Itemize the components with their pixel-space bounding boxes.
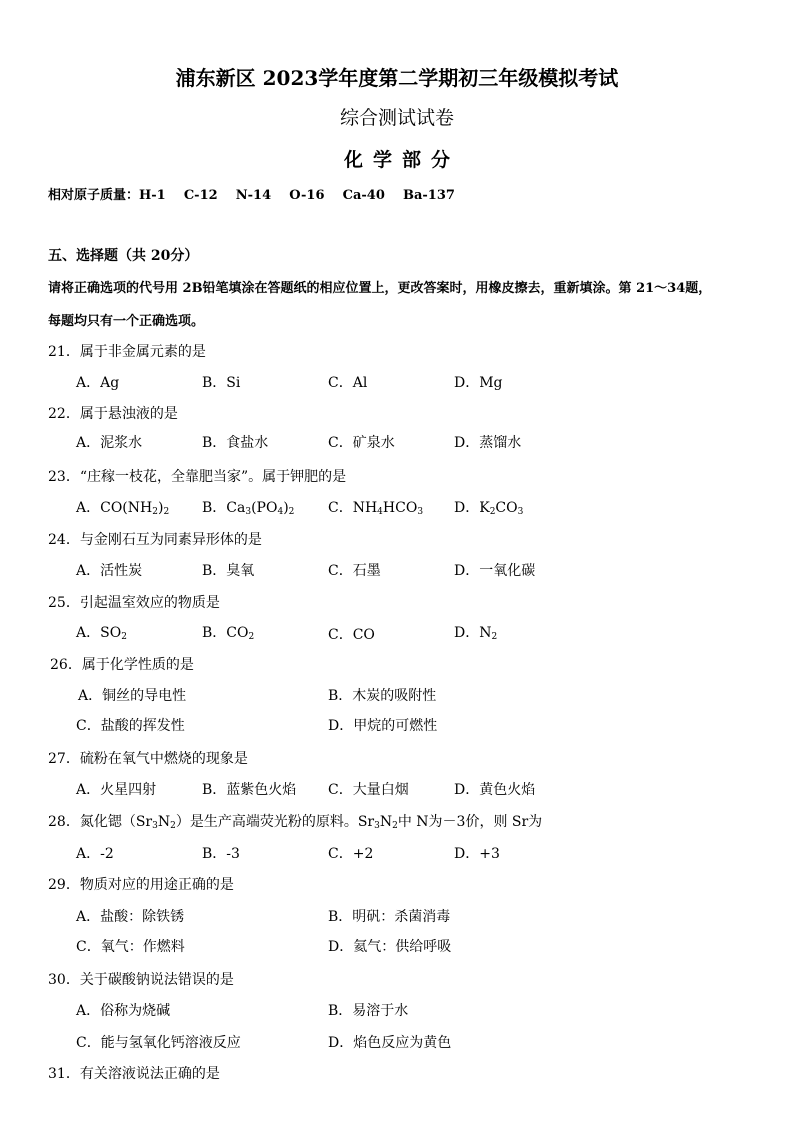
question-21-option-b: B．Si	[202, 375, 241, 391]
question-25-option-a: A．$SO_2$	[76, 625, 127, 642]
question-30-option-a: A．俗称为烧碱	[76, 1003, 171, 1019]
question-24-option-c: C．石墨	[328, 563, 381, 579]
question-30-stem: 30．关于碳酸钠说法错误的是	[48, 972, 234, 988]
question-23-option-c: C．$NH_4HCO_3$	[328, 500, 424, 517]
question-25-option-b: B．$CO_2$	[202, 625, 255, 642]
question-24-option-b: B．臭氧	[202, 563, 255, 579]
question-30-option-b: B．易溶于水	[328, 1003, 409, 1019]
question-25-option-d: D．$N_2$	[454, 625, 498, 642]
question-21-option-c: C．Al	[328, 375, 368, 391]
subject-part: 化学部分	[343, 149, 460, 171]
question-26-option-b: B．木炭的吸附性	[328, 688, 437, 704]
question-30-option-d: D．焰色反应为黄色	[328, 1035, 452, 1051]
exam-title: 浦东新区 2023学年度第二学期初三年级模拟考试	[175, 66, 619, 90]
question-27-option-a: A．火星四射	[76, 782, 157, 798]
question-21-option-d: D．Mg	[454, 375, 503, 391]
exam-subtitle: 综合测试试卷	[339, 107, 454, 129]
question-28-option-a: A．-2	[76, 846, 114, 862]
question-21-stem: 21．属于非金属元素的是	[48, 344, 206, 360]
question-26-stem: 26．属于化学性质的是	[50, 657, 194, 673]
question-26-option-a: A．铜丝的导电性	[78, 688, 187, 704]
question-23-option-a: A．$CO(NH_2)_2$	[76, 500, 170, 517]
question-22-option-b: B．食盐水	[202, 435, 269, 451]
question-24-stem: 24．与金刚石互为同素异形体的是	[48, 532, 262, 548]
instruction-line-2: 每题均只有一个正确选项。	[48, 314, 205, 329]
question-28-option-d: D．+3	[454, 846, 500, 862]
question-29-stem: 29．物质对应的用途正确的是	[48, 877, 234, 893]
question-27-option-b: B．蓝紫色火焰	[202, 782, 297, 798]
question-25-stem: 25．引起温室效应的物质是	[48, 595, 220, 611]
question-23-stem: 23．“庄稼一枝花，全靠肥当家”。属于钾肥的是	[48, 469, 347, 485]
instruction-line-1: 请将正确选项的代号用 2B铅笔填涂在答题纸的相应位置上，更改答案时，用橡皮擦去，重新填涂。第 21～34题，	[48, 281, 712, 296]
question-22-option-c: C．矿泉水	[328, 435, 395, 451]
question-30-option-c: C．能与氢氧化钙溶液反应	[76, 1035, 241, 1051]
question-24-option-d: D．一氧化碳	[454, 563, 536, 579]
question-27-stem: 27．硫粉在氧气中燃烧的现象是	[48, 751, 248, 767]
section-title: 五、选择题（共 20分）	[48, 248, 199, 264]
question-21-option-a: A．Ag	[76, 375, 120, 391]
question-29-option-c: C．氧气：作燃料	[76, 939, 185, 955]
question-22-option-a: A．泥浆水	[76, 435, 143, 451]
question-29-option-d: D．氦气：供给呼吸	[328, 939, 452, 955]
question-24-option-a: A．活性炭	[76, 563, 143, 579]
question-27-option-d: D．黄色火焰	[454, 782, 536, 798]
question-29-option-b: B．明矾：杀菌消毒	[328, 909, 451, 925]
question-27-option-c: C．大量白烟	[328, 782, 409, 798]
question-28-stem: 28．氮化锶$(Sr_3N_2)$是生产高端荧光粉的原料。$Sr_3N_2$中 N为－3价，则 Sr为	[48, 814, 543, 831]
question-26-option-c: C．盐酸的挥发性	[76, 718, 185, 734]
question-23-option-b: B．$Ca_3(PO_4)_2$	[202, 500, 295, 517]
question-22-stem: 22．属于悬浊液的是	[48, 406, 178, 422]
atomic-mass-line: 相对原子质量：H-1 C-12 N-14 O-16 Ca-40 Ba-137	[48, 188, 455, 203]
question-29-option-a: A．盐酸：除铁锈	[76, 909, 185, 925]
question-25-option-c: C．CO	[328, 627, 375, 643]
question-22-option-d: D．蒸馏水	[454, 435, 522, 451]
question-23-option-d: D．$K_2CO_3$	[454, 500, 524, 517]
question-28-option-b: B．-3	[202, 846, 240, 862]
question-26-option-d: D．甲烷的可燃性	[328, 718, 438, 734]
question-31-stem: 31．有关溶液说法正确的是	[48, 1066, 220, 1082]
question-28-option-c: C．+2	[328, 846, 374, 862]
